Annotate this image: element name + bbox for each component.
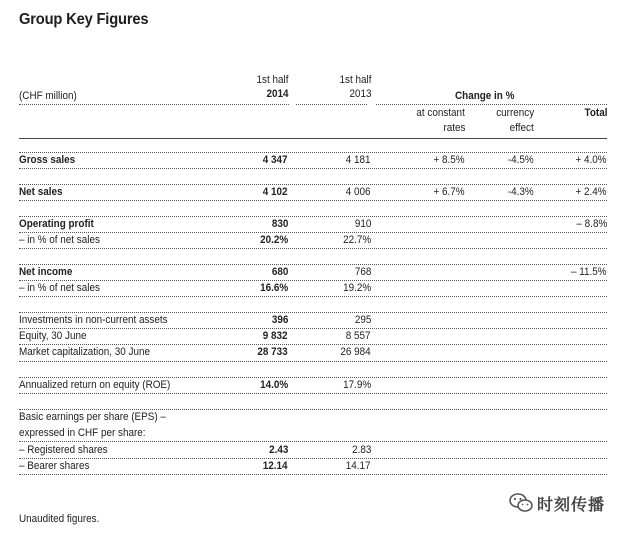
header-total: Total <box>584 107 607 119</box>
row-rule <box>19 168 607 169</box>
gross-sales-total: + 4.0% <box>575 154 607 166</box>
gross-sales-currency: -4.5% <box>508 154 534 166</box>
header-currency-line1: currency <box>496 107 534 119</box>
gross-sales-2013: 4 181 <box>346 154 371 166</box>
net-margin-label: – in % of net sales <box>19 282 100 294</box>
net-sales-constant: + 6.7% <box>433 186 465 198</box>
registered-shares-2013: 2.83 <box>351 444 371 456</box>
operating-profit-total: – 8.8% <box>576 218 607 230</box>
row-rule <box>19 393 607 394</box>
market-cap-2014: 28 733 <box>257 346 288 358</box>
header-constant-line2: rates <box>442 122 465 134</box>
net-income-total: – 11.5% <box>571 266 607 278</box>
header-constant-line1: at constant <box>416 107 465 119</box>
eps-label-line2: expressed in CHF per share: <box>19 427 146 439</box>
row-rule <box>19 312 607 313</box>
header-rule-2013 <box>296 104 367 105</box>
operating-profit-2014: 830 <box>271 218 288 230</box>
row-rule <box>19 248 607 249</box>
roe-2013: 17.9% <box>342 379 371 391</box>
wechat-icon <box>509 492 533 514</box>
row-rule <box>19 441 607 442</box>
market-cap-label: Market capitalization, 30 June <box>19 346 150 358</box>
row-rule <box>19 184 607 185</box>
investments-label: Investments in non-current assets <box>19 314 168 326</box>
header-2014-line2: 2014 <box>265 88 288 100</box>
net-sales-total: + 2.4% <box>575 186 607 198</box>
operating-margin-2014: 20.2% <box>259 234 288 246</box>
roe-2014: 14.0% <box>259 379 288 391</box>
row-rule <box>19 344 607 345</box>
net-sales-label: Net sales <box>19 186 63 198</box>
bearer-shares-2014: 12.14 <box>263 460 288 472</box>
row-rule <box>19 232 607 233</box>
equity-label: Equity, 30 June <box>19 330 87 342</box>
watermark-text: 时刻传播 <box>537 496 606 514</box>
investments-2014: 396 <box>271 314 288 326</box>
net-income-2013: 768 <box>354 266 371 278</box>
row-rule <box>19 377 607 378</box>
page-title: Group Key Figures <box>19 11 149 28</box>
net-margin-2014: 16.6% <box>259 282 288 294</box>
footnote: Unaudited figures. <box>19 513 100 525</box>
gross-sales-2014: 4 347 <box>263 154 288 166</box>
roe-label: Annualized return on equity (ROE) <box>19 379 171 391</box>
operating-margin-label: – in % of net sales <box>19 234 100 246</box>
gross-sales-label: Gross sales <box>19 154 76 166</box>
row-rule <box>19 264 607 265</box>
row-rule <box>19 216 607 217</box>
market-cap-2013: 26 984 <box>340 346 371 358</box>
header-2013-line2: 2013 <box>348 88 371 100</box>
row-rule <box>19 280 607 281</box>
bearer-shares-2013: 14.17 <box>346 460 371 472</box>
net-income-label: Net income <box>19 266 73 278</box>
gross-sales-constant: + 8.5% <box>433 154 465 166</box>
bearer-shares-label: – Bearer shares <box>19 460 90 472</box>
header-unit: (CHF million) <box>19 90 77 102</box>
net-sales-currency: -4.3% <box>508 186 534 198</box>
registered-shares-2014: 2.43 <box>268 444 288 456</box>
eps-label-line1: Basic earnings per share (EPS) – <box>19 411 166 423</box>
registered-shares-label: – Registered shares <box>19 444 108 456</box>
investments-2013: 295 <box>354 314 371 326</box>
net-income-2014: 680 <box>271 266 288 278</box>
header-2014-line1: 1st half <box>256 74 288 86</box>
header-rule-change <box>376 104 607 105</box>
operating-margin-2013: 22.7% <box>342 234 371 246</box>
equity-2014: 9 832 <box>263 330 288 342</box>
header-change: Change in % <box>455 90 515 102</box>
watermark <box>509 491 627 515</box>
net-sales-2014: 4 102 <box>263 186 288 198</box>
header-rule-left <box>19 104 289 105</box>
row-rule <box>19 409 607 410</box>
row-rule <box>19 474 607 475</box>
equity-2013: 8 557 <box>346 330 371 342</box>
row-rule <box>19 200 607 201</box>
operating-profit-2013: 910 <box>354 218 371 230</box>
net-sales-2013: 4 006 <box>346 186 371 198</box>
row-rule <box>19 361 607 362</box>
header-2013-line1: 1st half <box>339 74 371 86</box>
row-rule <box>19 458 607 459</box>
row-rule <box>19 152 607 153</box>
row-rule <box>19 328 607 329</box>
row-rule <box>19 296 607 297</box>
net-margin-2013: 19.2% <box>342 282 371 294</box>
header-currency-line2: effect <box>509 122 534 134</box>
header-bottom-rule <box>19 138 607 139</box>
operating-profit-label: Operating profit <box>19 218 94 230</box>
